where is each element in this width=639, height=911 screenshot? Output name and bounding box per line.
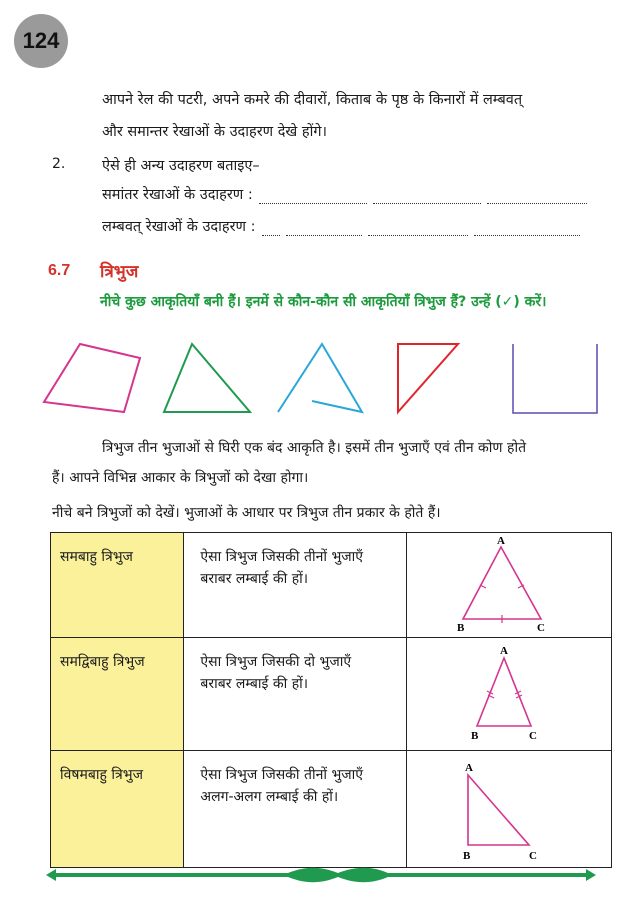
quadrilateral-shape[interactable] bbox=[44, 344, 140, 412]
triangle-type-description bbox=[184, 533, 407, 638]
page-number: 124 bbox=[22, 28, 60, 53]
triangle-figure-cell bbox=[406, 533, 611, 638]
vertex-label-c: C bbox=[536, 622, 545, 633]
vertex-label-c: C bbox=[528, 730, 537, 742]
table-row bbox=[51, 533, 612, 638]
description-line: ऐसा त्रिभुज जिसकी तीनों भुजाएँ bbox=[200, 549, 364, 565]
vertex-label-b: B bbox=[470, 730, 479, 742]
right-triangle-shape[interactable] bbox=[398, 344, 458, 412]
triangle-type-name: समबाहु त्रिभुज bbox=[51, 533, 184, 638]
answer-blank[interactable] bbox=[262, 224, 280, 236]
answer-blank[interactable] bbox=[474, 224, 580, 236]
vertex-label-c: C bbox=[528, 850, 537, 862]
scalene-triangle-figure bbox=[407, 751, 611, 863]
triangle-type-description bbox=[184, 751, 407, 868]
description-line: ऐसा त्रिभुज जिसकी दो भुजाएँ bbox=[200, 654, 352, 670]
open-square-shape[interactable] bbox=[513, 344, 597, 413]
section-instruction: नीचे कुछ आकृतियाँ बनी हैं। इनमें से कौन-कौन सी आकृतियाँ त्रिभुज हैं? उन्हें (✓) करें। bbox=[100, 294, 547, 310]
answer-blank[interactable] bbox=[286, 224, 362, 236]
description-line: बराबर लम्बाई की हों। bbox=[200, 675, 309, 692]
perpendicular-examples-line bbox=[102, 216, 580, 236]
triangle-type-name: समद्विबाहु त्रिभुज bbox=[51, 638, 184, 751]
question-text: ऐसे ही अन्य उदाहरण बताइए– bbox=[102, 158, 260, 174]
isosceles-triangle-figure bbox=[407, 638, 611, 746]
vertex-label-b: B bbox=[456, 622, 465, 633]
perpendicular-examples-label: लम्बवत् रेखाओं के उदाहरण : bbox=[102, 219, 256, 235]
parallel-examples-line bbox=[102, 184, 587, 204]
description-line: बराबर लम्बाई की हों। bbox=[200, 570, 309, 587]
answer-blank[interactable] bbox=[487, 192, 587, 204]
vertex-label-a: A bbox=[499, 645, 508, 657]
description-line: अलग-अलग लम्बाई की हों। bbox=[200, 788, 339, 805]
answer-blank[interactable] bbox=[259, 192, 367, 204]
intro-line-1: आपने रेल की पटरी, अपने कमरे की दीवारों, किताब के पृष्ठ के किनारों में लम्बवत् bbox=[102, 92, 523, 108]
body-line-1: त्रिभुज तीन भुजाओं से घिरी एक बंद आकृति है। इसमें तीन भुजाएँ एवं तीन कोण होते bbox=[102, 440, 527, 456]
open-triangle-shape[interactable] bbox=[278, 344, 362, 412]
vertex-label-a: A bbox=[496, 535, 505, 547]
vertex-label-a: A bbox=[464, 762, 473, 774]
body-line-2: हैं। आपने विभिन्न आकार के त्रिभुजों को देखा होगा। bbox=[52, 470, 309, 486]
triangle-type-description bbox=[184, 638, 407, 751]
shapes-row bbox=[0, 330, 639, 430]
equilateral-triangle-figure bbox=[407, 533, 611, 633]
triangle-figure-cell bbox=[406, 638, 611, 751]
answer-blank[interactable] bbox=[368, 224, 468, 236]
page-number-badge bbox=[14, 14, 68, 68]
footer-decoration bbox=[38, 862, 604, 888]
parallel-examples-label: समांतर रेखाओं के उदाहरण : bbox=[102, 187, 253, 203]
table-row bbox=[51, 638, 612, 751]
triangle-shape[interactable] bbox=[164, 344, 250, 412]
section-title: त्रिभुज bbox=[100, 262, 139, 282]
vertex-label-b: B bbox=[462, 850, 471, 862]
triangle-type-name: विषमबाहु त्रिभुज bbox=[51, 751, 184, 868]
answer-blank[interactable] bbox=[373, 192, 481, 204]
body-line-3: नीचे बने त्रिभुजों को देखें। भुजाओं के आधार पर त्रिभुज तीन प्रकार के होते हैं। bbox=[52, 505, 441, 521]
intro-line-2: और समान्तर रेखाओं के उदाहरण देखे होंगे। bbox=[102, 124, 327, 140]
triangle-figure-cell bbox=[406, 751, 611, 868]
table-row bbox=[51, 751, 612, 868]
description-line: ऐसा त्रिभुज जिसकी तीनों भुजाएँ bbox=[200, 767, 364, 783]
section-number: 6.7 bbox=[48, 262, 71, 279]
question-number: 2. bbox=[52, 156, 66, 172]
triangle-types-table bbox=[50, 532, 612, 868]
